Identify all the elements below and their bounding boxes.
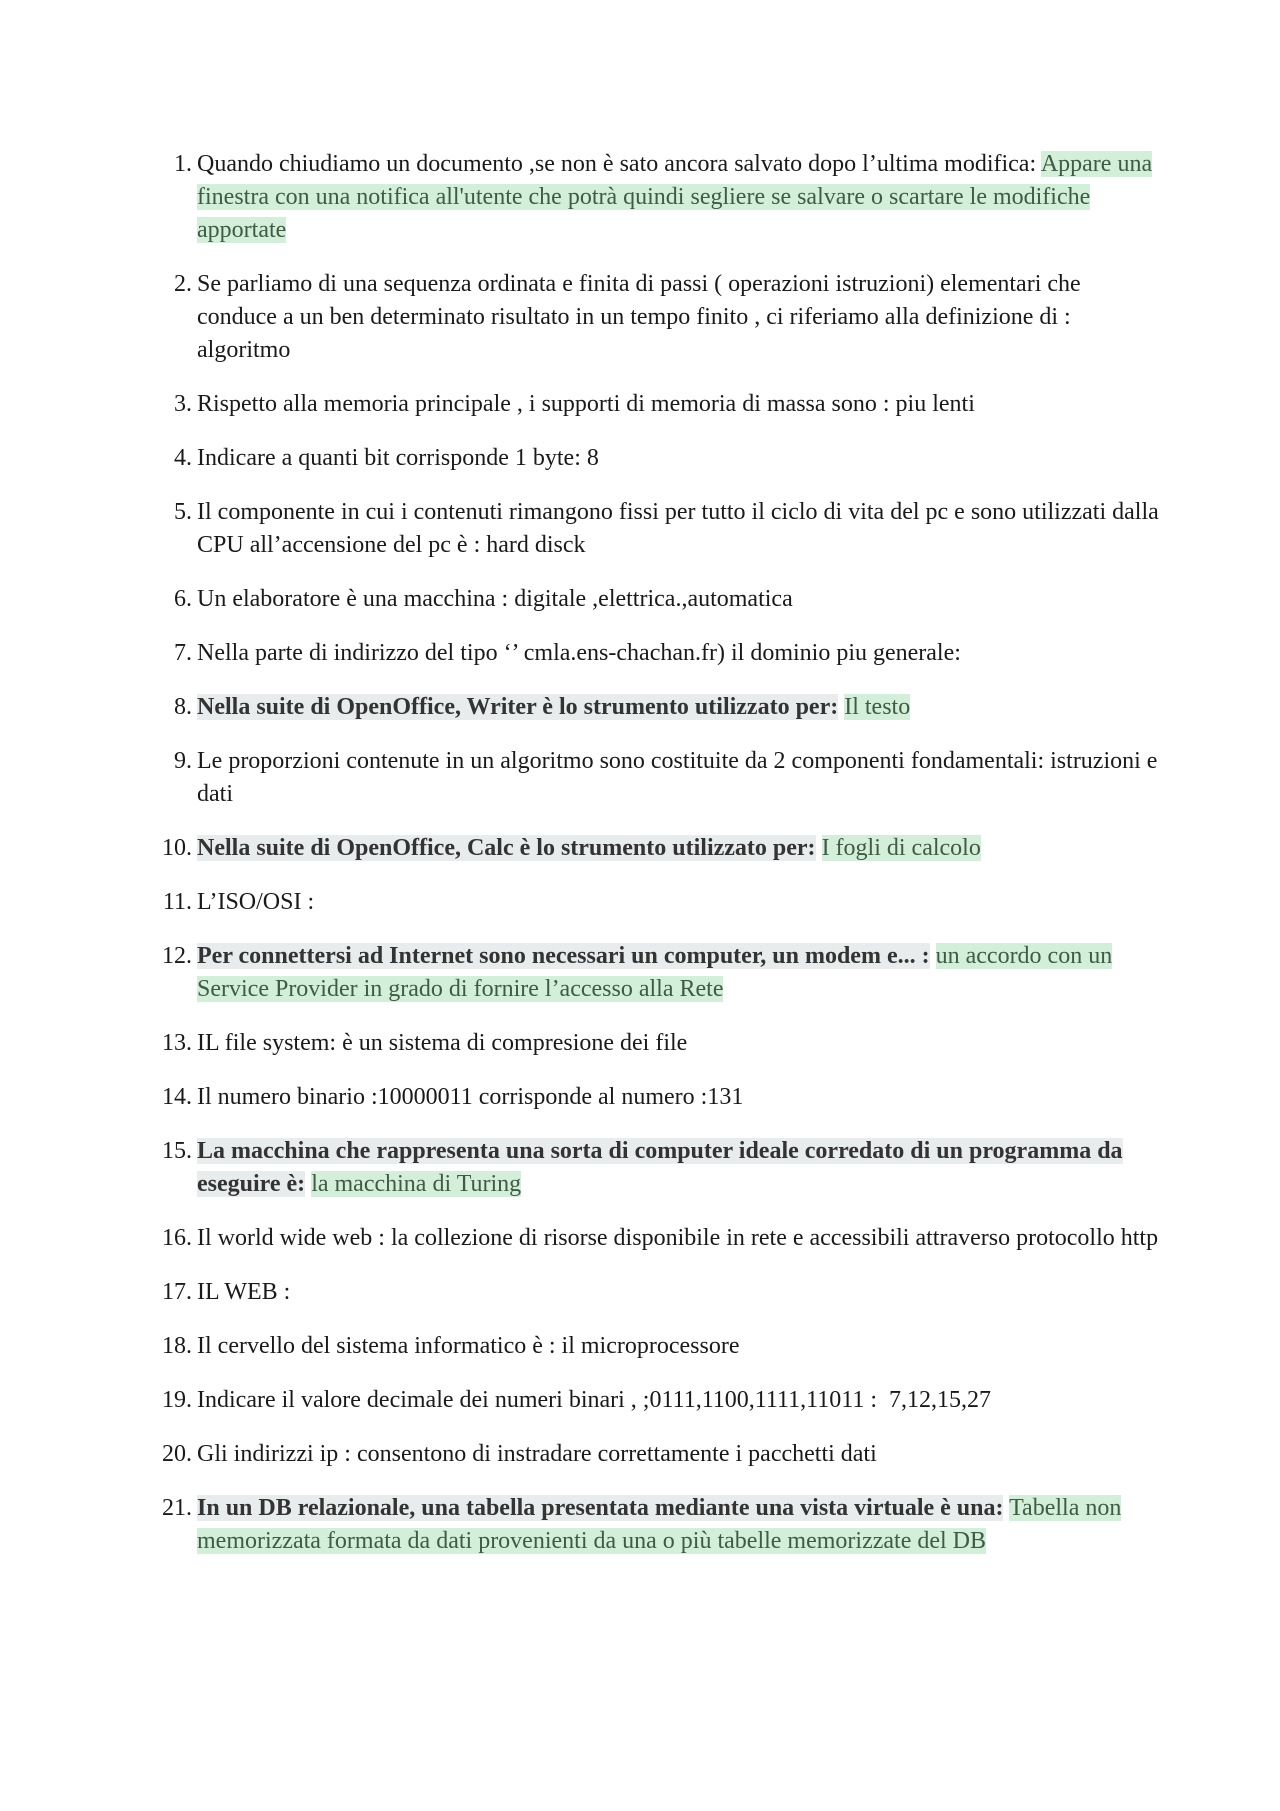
question-text: Nella parte di indirizzo del tipo ‘’ cmla.ens-chachan.fr) il dominio piu generale: xyxy=(197,640,961,666)
answer-text: la collezione di risorse disponibile in rete e accessibili attraverso protocollo http xyxy=(390,1225,1159,1251)
answer-text: Il testo xyxy=(844,694,911,720)
question-text: Le proporzioni contenute in un algoritmo sono costituite da 2 componenti fondamentali: xyxy=(197,748,1045,774)
answer-text: 8 xyxy=(586,445,599,471)
list-item xyxy=(155,886,1165,919)
answer-text: hard disck xyxy=(486,532,586,558)
item-number: 16. xyxy=(162,1225,192,1251)
list-item xyxy=(155,583,1165,616)
question-text: Il cervello del sistema informatico è : xyxy=(197,1333,556,1359)
list-item xyxy=(155,1492,1165,1558)
question-text: IL WEB : xyxy=(197,1279,291,1305)
answer-text: I fogli di calcolo xyxy=(821,835,981,861)
item-number: 4. xyxy=(174,445,192,471)
answer-text: è un sistema di compresione dei file xyxy=(342,1030,688,1056)
question-text: Rispetto alla memoria principale , i supporti di memoria di massa sono : xyxy=(197,391,890,417)
answer-text: consentono di instradare correttamente i pacchetti dati xyxy=(356,1441,877,1467)
answer-text: un accordo con un Service Provider in grado di fornire l’accesso alla Rete xyxy=(197,943,1113,1002)
list-item xyxy=(155,496,1165,562)
question-text: Gli indirizzi ip : xyxy=(197,1441,351,1467)
answer-text: 7,12,15,27 xyxy=(889,1387,992,1413)
list-item xyxy=(155,940,1165,1006)
answer-text: digitale ,elettrica.,automatica xyxy=(514,586,793,612)
list-item xyxy=(155,637,1165,670)
question-text: Indicare il valore decimale dei numeri binari , ;0111,1100,1111,11011 : xyxy=(197,1387,878,1413)
item-number: 14. xyxy=(162,1084,192,1110)
question-text: Quando chiudiamo un documento ,se non è sato ancora salvato dopo l’ultima modifica: xyxy=(197,151,1037,177)
item-number: 3. xyxy=(174,391,192,417)
item-number: 13. xyxy=(162,1030,192,1056)
list-item xyxy=(155,1135,1165,1201)
question-text: La macchina che rappresenta una sorta di computer ideale corredato di un programma da eseguire è: xyxy=(197,1138,1123,1197)
list-item xyxy=(155,1330,1165,1363)
question-text: IL file system: xyxy=(197,1030,337,1056)
item-number: 5. xyxy=(174,499,192,525)
question-text: Nella suite di OpenOffice, Writer è lo strumento utilizzato per: xyxy=(197,694,839,720)
answer-text: algoritmo xyxy=(197,337,291,363)
list-item xyxy=(155,1027,1165,1060)
question-text: Nella suite di OpenOffice, Calc è lo strumento utilizzato per: xyxy=(197,835,816,861)
question-text: Il numero binario :10000011 corrisponde al numero : xyxy=(197,1084,708,1110)
answer-text: 131 xyxy=(707,1084,744,1110)
question-text: Un elaboratore è una macchina : xyxy=(197,586,509,612)
item-number: 1. xyxy=(174,151,192,177)
item-number: 18. xyxy=(162,1333,192,1359)
question-text: Se parliamo di una sequenza ordinata e finita di passi ( operazioni istruzioni) elementari che conduce a un ben determinato risultato in un tempo finito , ci riferiamo alla definizione di : xyxy=(197,271,1081,330)
item-number: 20. xyxy=(162,1441,192,1467)
question-text: Indicare a quanti bit corrisponde 1 byte: xyxy=(197,445,581,471)
item-number: 8. xyxy=(174,694,192,720)
item-number: 10. xyxy=(162,835,192,861)
item-number: 17. xyxy=(162,1279,192,1305)
answer-text: la macchina di Turing xyxy=(311,1171,522,1197)
item-number: 6. xyxy=(174,586,192,612)
list-item xyxy=(155,442,1165,475)
question-text: L’ISO/OSI : xyxy=(197,889,315,915)
list-item xyxy=(155,148,1165,247)
item-number: 12. xyxy=(162,943,192,969)
list-item xyxy=(155,1222,1165,1255)
question-list xyxy=(155,148,1165,1579)
list-item xyxy=(155,832,1165,865)
list-item xyxy=(155,1438,1165,1471)
answer-text: piu lenti xyxy=(895,391,975,417)
question-text: Per connettersi ad Internet sono necessari un computer, un modem e... : xyxy=(197,943,930,969)
item-number: 15. xyxy=(162,1138,192,1164)
list-item xyxy=(155,268,1165,367)
list-item xyxy=(155,691,1165,724)
question-text: Il componente in cui i contenuti rimangono fissi per tutto il ciclo di vita del pc e sono utilizzati dalla CPU all’accensione del pc è : xyxy=(197,499,1159,558)
list-item xyxy=(155,1081,1165,1114)
answer-text: istruzioni e dati xyxy=(197,748,1158,807)
answer-text: Appare una finestra con una notifica all'utente che potrà quindi segliere se salvare o scartare le modifiche apportate xyxy=(197,151,1153,243)
list-item xyxy=(155,745,1165,811)
list-item xyxy=(155,1384,1165,1417)
list-item xyxy=(155,1276,1165,1309)
item-number: 21. xyxy=(162,1495,192,1521)
item-number: 19. xyxy=(162,1387,192,1413)
item-number: 7. xyxy=(174,640,192,666)
item-number: 11. xyxy=(162,889,192,915)
item-number: 9. xyxy=(174,748,192,774)
answer-text: Tabella non memorizzata formata da dati provenienti da una o più tabelle memorizzate del DB xyxy=(197,1495,1122,1554)
item-number: 2. xyxy=(174,271,192,297)
answer-text: il microprocessore xyxy=(561,1333,740,1359)
question-text: Il world wide web : xyxy=(197,1225,385,1251)
question-text: In un DB relazionale, una tabella presentata mediante una vista virtuale è una: xyxy=(197,1495,1004,1521)
list-item xyxy=(155,388,1165,421)
